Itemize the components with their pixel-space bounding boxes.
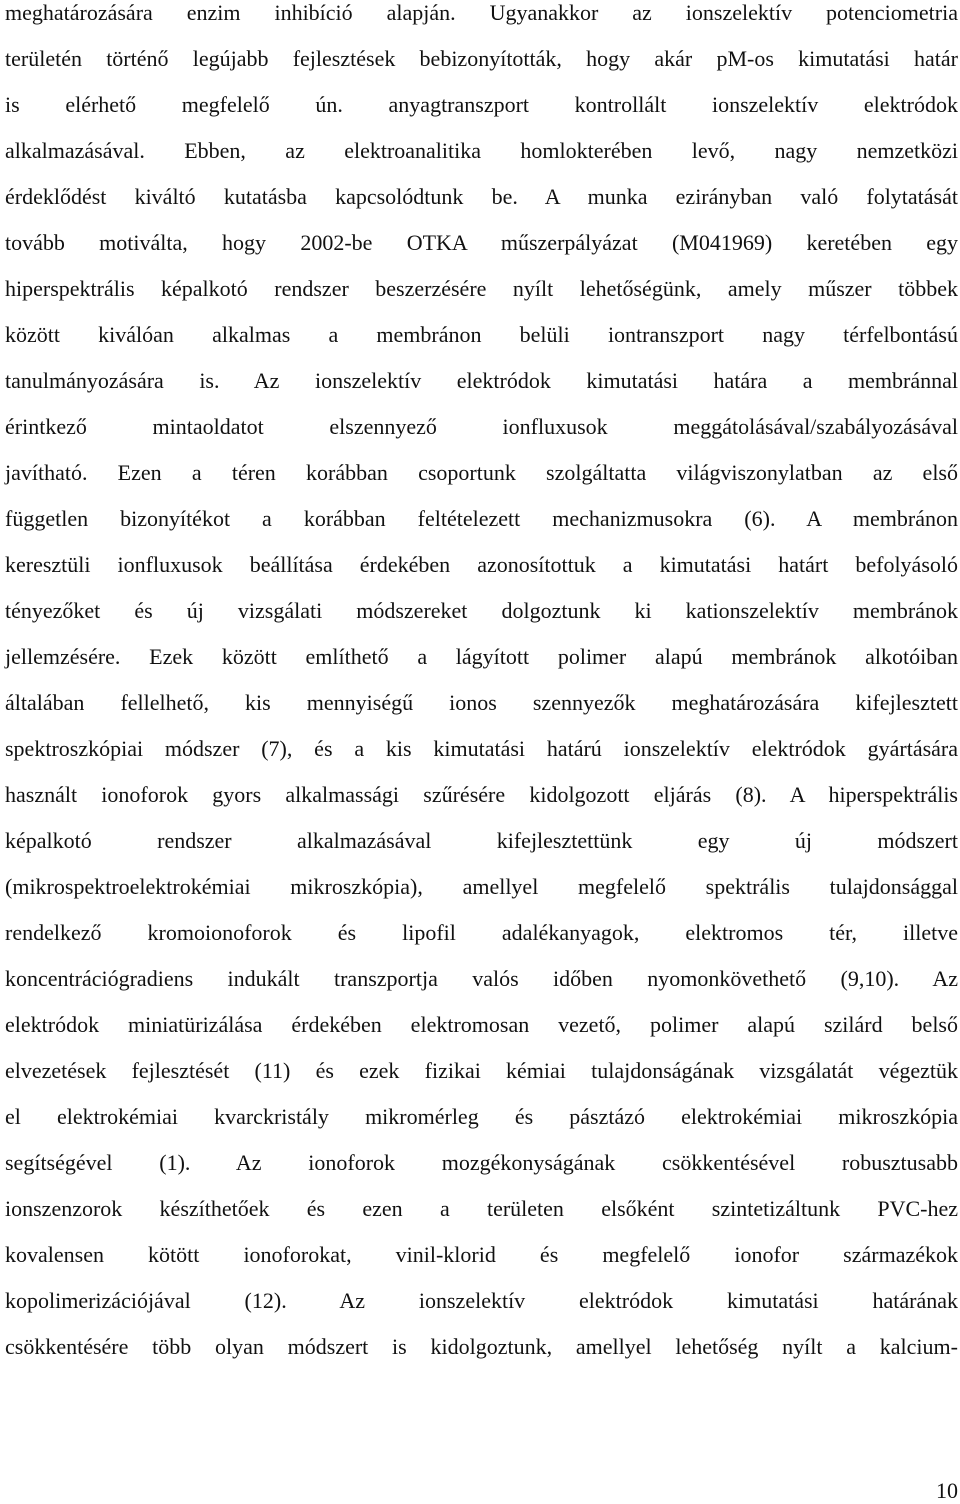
text-line: keresztüli ionfluxusok beállítása érdekében azonosítottuk a kimutatási határt befolyásoló [5, 552, 958, 577]
text-line: elektródok miniatürizálása érdekében elektromosan vezető, polimer alapú szilárd belső [5, 1012, 958, 1037]
text-line: koncentrációgradiens indukált transzportja valós időben nyomonkövethető (9,10). Az [5, 966, 958, 991]
text-line: képalkotó rendszer alkalmazásával kifejlesztettünk egy új módszert [5, 828, 958, 853]
text-line: érintkező mintaoldatot elszennyező ionfluxusok meggátolásával/szabályozásával [5, 414, 958, 439]
text-line: meghatározására enzim inhibíció alapján. Ugyanakkor az ionszelektív potenciometria [5, 0, 958, 25]
text-line: ionszenzorok készíthetőek és ezen a területen elsőként szintetizáltunk PVC-hez [5, 1196, 958, 1221]
body-paragraph [5, 0, 958, 1380]
text-line: jellemzésére. Ezek között említhető a lágyított polimer alapú membránok alkotóiban [5, 644, 958, 669]
text-line: el elektrokémiai kvarckristály mikromérleg és pásztázó elektrokémiai mikroszkópia [5, 1104, 958, 1129]
text-line: kopolimerizációjával (12). Az ionszelektív elektródok kimutatási határának [5, 1288, 958, 1313]
text-line: javítható. Ezen a téren korábban csoportunk szolgáltatta világviszonylatban az első [5, 460, 958, 485]
text-line: tényezőket és új vizsgálati módszereket dolgoztunk ki kationszelektív membránok [5, 598, 958, 623]
text-line: között kiválóan alkalmas a membránon belüli iontranszport nagy térfelbontású [5, 322, 958, 347]
text-line: alkalmazásával. Ebben, az elektroanalitika homlokterében levő, nagy nemzetközi [5, 138, 958, 163]
text-line: hiperspektrális képalkotó rendszer beszerzésére nyílt lehetőségünk, amely műszer többek [5, 276, 958, 301]
text-line: segítségével (1). Az ionoforok mozgékonyságának csökkentésével robusztusabb [5, 1150, 958, 1175]
text-line: használt ionoforok gyors alkalmassági szűrésére kidolgozott eljárás (8). A hiperspektrális [5, 782, 958, 807]
text-line: területén történő legújabb fejlesztések bebizonyították, hogy akár pM-os kimutatási határ [5, 46, 958, 71]
text-line: is elérhető megfelelő ún. anyagtranszport kontrollált ionszelektív elektródok [5, 92, 958, 117]
text-line: érdeklődést kiváltó kutatásba kapcsolódtunk be. A munka ezirányban való folytatását [5, 184, 958, 209]
text-line: független bizonyítékot a korábban feltételezett mechanizmusokra (6). A membránon [5, 506, 958, 531]
text-line: általában fellelhető, kis mennyiségű ionos szennyezők meghatározására kifejlesztett [5, 690, 958, 715]
text-line: (mikrospektroelektrokémiai mikroszkópia), amellyel megfelelő spektrális tulajdonsággal [5, 874, 958, 899]
text-line: rendelkező kromoionoforok és lipofil adalékanyagok, elektromos tér, illetve [5, 920, 958, 945]
text-line: kovalensen kötött ionoforokat, vinil-klorid és megfelelő ionofor származékok [5, 1242, 958, 1267]
text-line: tovább motiválta, hogy 2002-be OTKA műszerpályázat (M041969) keretében egy [5, 230, 958, 255]
text-line: spektroszkópiai módszer (7), és a kis kimutatási határú ionszelektív elektródok gyártására [5, 736, 958, 761]
text-line: csökkentésére több olyan módszert is kidolgoztunk, amellyel lehetőség nyílt a kalcium- [5, 1334, 958, 1359]
text-line: tanulmányozására is. Az ionszelektív elektródok kimutatási határa a membránnal [5, 368, 958, 393]
page-number: 10 [936, 1478, 958, 1503]
text-line: elvezetések fejlesztését (11) és ezek fizikai kémiai tulajdonságának vizsgálatát végeztük [5, 1058, 958, 1083]
